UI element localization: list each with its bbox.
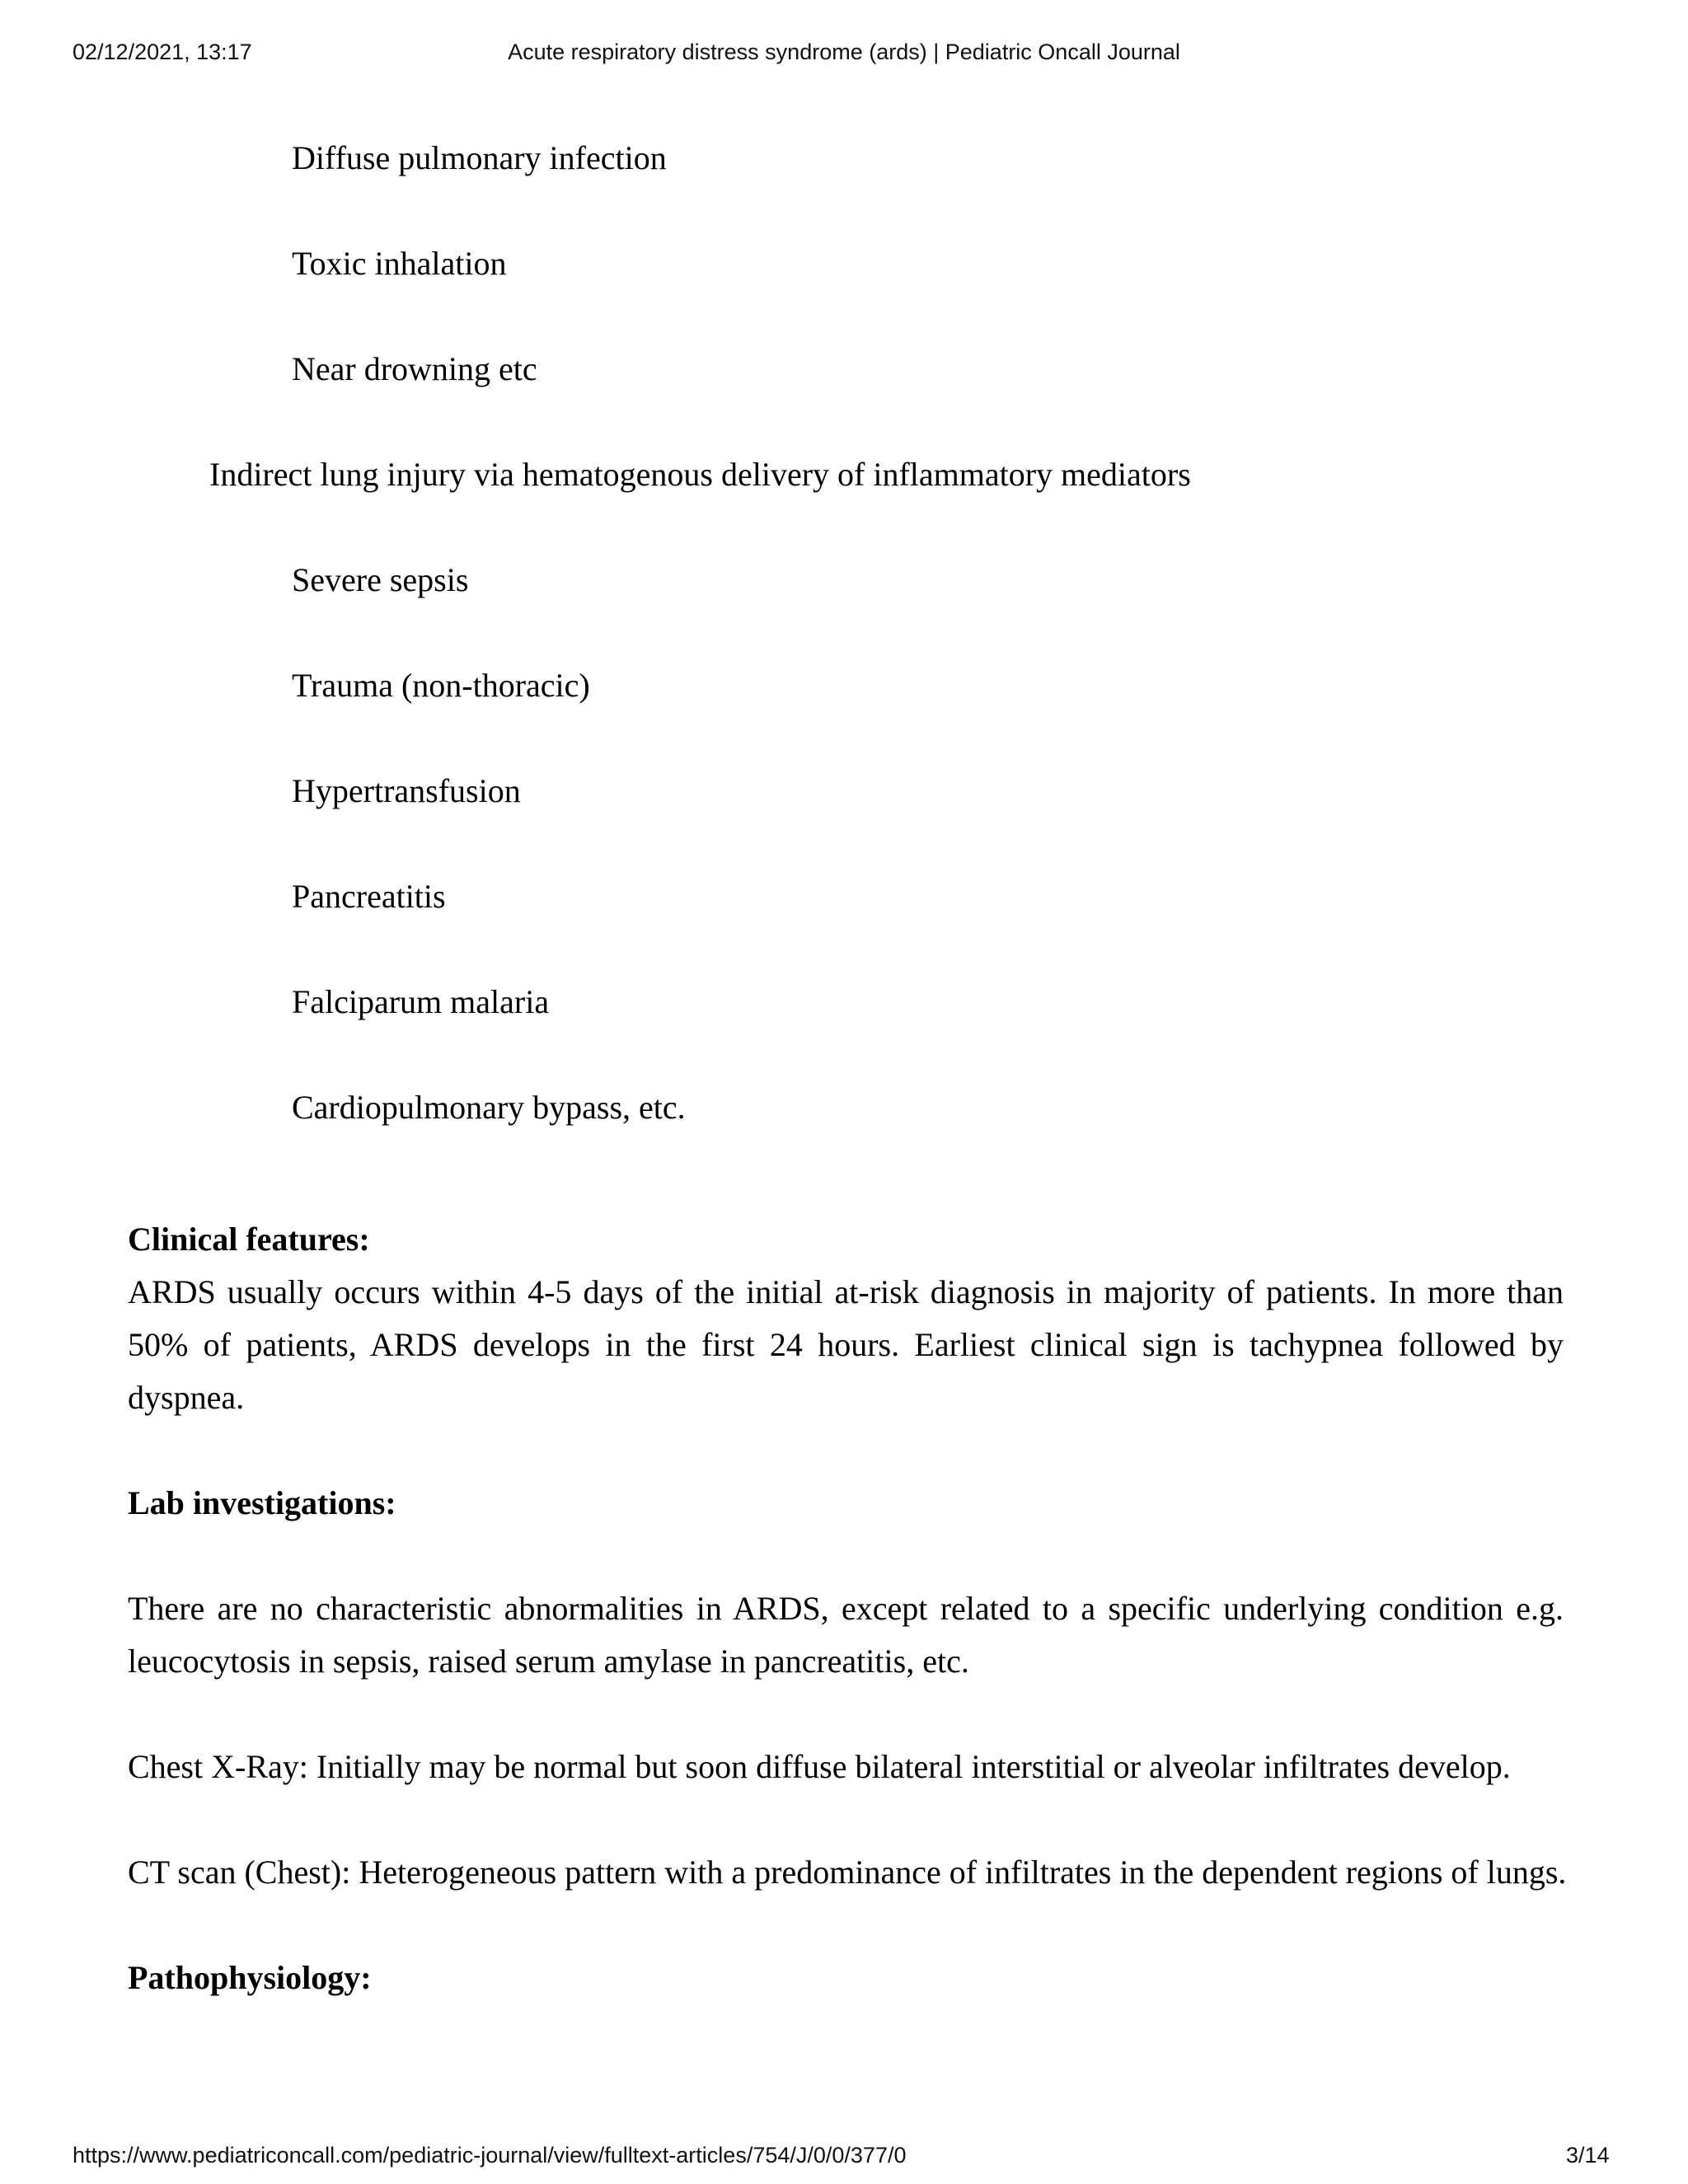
list-item: Falciparum malaria [292, 983, 550, 1020]
list-item: Trauma (non-thoracic) [292, 667, 590, 704]
paragraph-ct-scan: CT scan (Chest): Heterogeneous pattern with a predominance of infiltrates in the dependent regions of lungs. [128, 1854, 1567, 1891]
list-item: Severe sepsis [292, 561, 469, 598]
section-heading-pathophysiology: Pathophysiology: [128, 1959, 372, 1996]
paragraph-chest-xray: Chest X-Ray: Initially may be normal but soon diffuse bilateral interstitial or alveolar infiltrates develop. [128, 1748, 1511, 1785]
list-item: Diffuse pulmonary infection [292, 139, 667, 176]
list-item: Toxic inhalation [292, 245, 507, 282]
section-heading-lab-investigations: Lab investigations: [128, 1484, 396, 1521]
page-title: Acute respiratory distress syndrome (ards) | Pediatric Oncall Journal [508, 40, 1180, 64]
print-date: 02/12/2021, 13:17 [73, 40, 252, 64]
page-number: 3/14 [1566, 2143, 1610, 2168]
list-item: Near drowning etc [292, 350, 537, 387]
list-item: Hypertransfusion [292, 772, 521, 809]
paragraph-clinical-features: ARDS usually occurs within 4-5 days of the initial at-risk diagnosis in majority of patients. In more than 50% of patients, ARDS develops in the first 24 hours. Earliest clinical sign is tachypnea followed by dyspnea. [128, 1273, 1564, 1416]
list-item-indirect-injury: Indirect lung injury via hematogenous delivery of inflammatory mediators [209, 456, 1191, 493]
section-heading-clinical-features: Clinical features: [128, 1221, 370, 1258]
list-item: Pancreatitis [292, 878, 446, 915]
list-item: Cardiopulmonary bypass, etc. [292, 1089, 686, 1126]
paragraph-lab-investigations: There are no characteristic abnormalities in ARDS, except related to a specific underlying condition e.g. leucocytosis in sepsis, raised serum amylase in pancreatitis, etc. [128, 1590, 1564, 1680]
page-url: https://www.pediatriconcall.com/pediatric-journal/view/fulltext-articles/754/J/0/0/377/0 [73, 2143, 907, 2168]
